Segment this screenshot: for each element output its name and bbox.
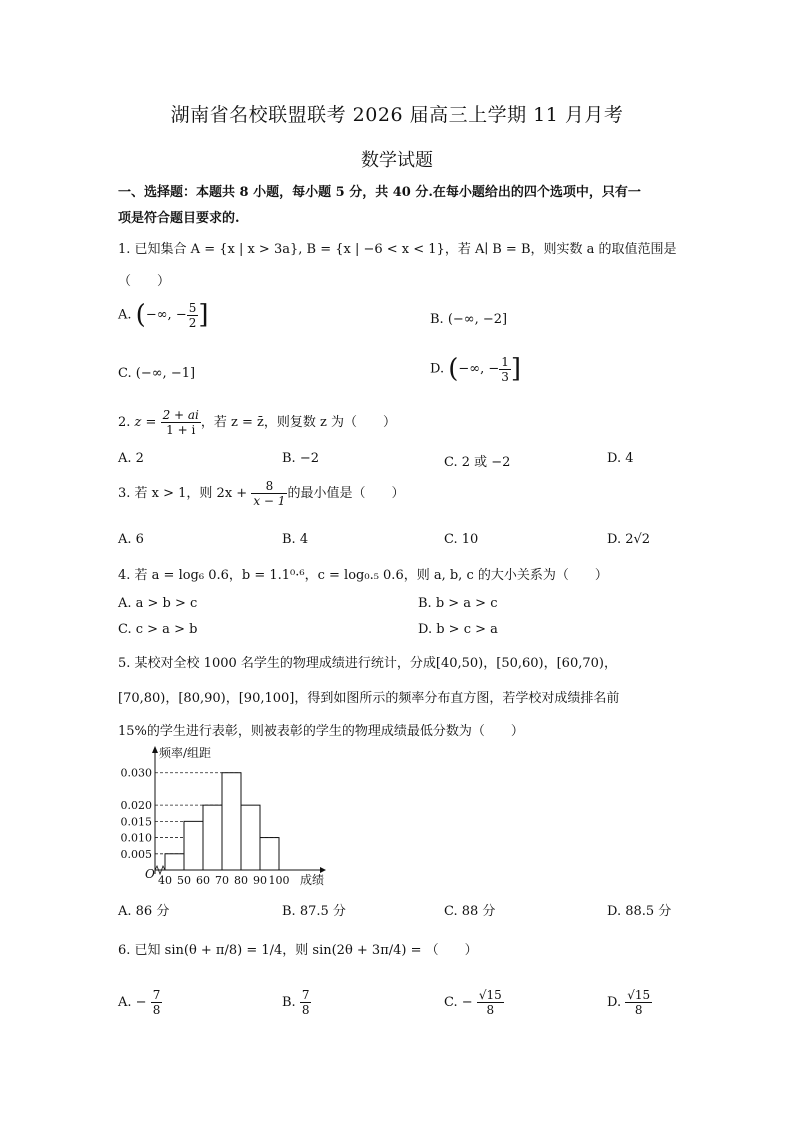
q2-option-d: D. 4 [607, 451, 634, 466]
fraction-numerator: 7 [301, 988, 310, 1002]
histogram-bar [241, 805, 260, 870]
fraction-denominator: x − 1 [253, 494, 286, 508]
fraction-denominator: 8 [634, 1003, 643, 1017]
option-label: C. [118, 366, 132, 381]
x-tick-label: 40 [158, 874, 172, 887]
fraction-denominator: 3 [501, 369, 509, 384]
y-axis-arrow [152, 746, 158, 753]
y-axis-label: 频率/组距 [159, 746, 212, 760]
q3-option-c: C. 10 [444, 532, 479, 547]
option-label: D. [607, 995, 622, 1010]
histogram-bar [184, 821, 203, 870]
y-tick-label: 0.010 [120, 831, 152, 845]
fraction-denominator: 8 [486, 1003, 495, 1017]
q5-option-d: D. 88.5 分 [607, 904, 672, 919]
option-label: D. [430, 361, 445, 377]
q3-stem [118, 479, 404, 508]
q3-option-b: B. 4 [282, 532, 309, 547]
q5-stem-line3: 15%的学生进行表彰，则被表彰的学生的物理成绩最低分数为（ ） [118, 724, 524, 739]
fraction-denominator: 8 [152, 1003, 161, 1017]
math-lhs: z = [134, 415, 157, 430]
option-text: (−∞, −2] [447, 312, 508, 327]
q1-option-d: D. (−∞, − $\frac{1}{3}$ ] [430, 354, 522, 384]
origin-label: O [145, 867, 155, 881]
option-label: C. [444, 995, 458, 1010]
fraction-numerator: √15 [627, 988, 651, 1002]
histogram-bar [260, 838, 279, 870]
q5-option-a: A. 86 分 [118, 904, 170, 919]
fraction-numerator: 2 + ai [162, 408, 199, 422]
q2-option-c: C. 2 或 −2 [444, 455, 511, 470]
q6-option-d [607, 988, 652, 1017]
fraction-denominator: 1 + i [166, 423, 196, 437]
option-label: B. [430, 312, 444, 327]
q1-option-a: A. (−∞, − $\frac{5}{2}$ ] [118, 300, 209, 330]
fraction-numerator: 7 [152, 988, 161, 1002]
frequency-histogram [115, 745, 330, 890]
fraction-denominator: 2 [188, 315, 197, 330]
q6-option-c [444, 988, 504, 1017]
q4-stem: 4. 若 a = log₆ 0.6，b = 1.1⁰·⁶，c = log₀.₅ 0.6，则 a, b, c 的大小关系为（ ） [118, 568, 608, 583]
q1-option-c [118, 366, 195, 381]
q1-option-b [430, 312, 507, 327]
q4-option-a: A. a > b > c [118, 596, 198, 611]
q5-stem-line2: [70,80)，[80,90)，[90,100]，得到如图所示的频率分布直方图，若学校对成绩排名前 [118, 691, 620, 706]
histogram-bar [203, 805, 222, 870]
histogram-bar [165, 854, 184, 870]
option-text: −∞, − [145, 307, 187, 323]
x-tick-label: 60 [196, 874, 210, 887]
y-tick-label: 0.020 [120, 799, 152, 813]
q5-option-b: B. 87.5 分 [282, 904, 346, 919]
question-text-tail: 的最小值是（ ） [287, 486, 405, 501]
q4-option-c: C. c > a > b [118, 622, 198, 637]
q6-option-b [282, 988, 311, 1017]
question-number: 2. [118, 415, 131, 430]
x-tick-label: 80 [234, 874, 248, 887]
fraction-numerator: √15 [478, 988, 502, 1002]
q2-stem [118, 408, 396, 437]
option-text: −∞, − [458, 361, 500, 377]
q2-option-a: A. 2 [118, 451, 144, 466]
page-subtitle: 数学试题 [361, 150, 433, 171]
x-tick-label: 70 [215, 874, 229, 887]
x-tick-label: 100 [268, 874, 290, 887]
q3-option-d: D. 2√2 [607, 532, 651, 547]
q6-stem: 6. 已知 sin(θ + π/8) = 1/4，则 sin(2θ + 3π/4) = （ ） [118, 943, 478, 958]
histogram-bar [222, 773, 241, 870]
q5-stem-line1: 5. 某校对全校 1000 名学生的物理成绩进行统计，分成[40,50)，[50,60)，[60,70)， [118, 656, 617, 671]
fraction-denominator: 8 [301, 1003, 310, 1017]
q1-stem-paren: （ ） [118, 274, 171, 289]
x-tick-label: 50 [177, 874, 191, 887]
question-text: 3. 若 x > 1，则 2x + [118, 486, 248, 501]
q3-option-a: A. 6 [118, 532, 144, 547]
y-tick-label: 0.015 [120, 815, 152, 829]
option-label: A. [118, 307, 132, 323]
x-axis-label: 成绩 [300, 873, 325, 887]
fraction-numerator: 5 [188, 300, 197, 315]
q1-stem: 1. 已知集合 A = {x | x > 3a}, B = {x | −6 < x < 1}，若 A∣ B = B，则实数 a 的取值范围是 [118, 242, 677, 257]
q4-option-d: D. b > c > a [418, 622, 498, 637]
x-tick-label: 90 [253, 874, 267, 887]
q4-option-b: B. b > a > c [418, 596, 498, 611]
q2-option-b: B. −2 [282, 451, 319, 466]
fraction-numerator: 8 [251, 479, 287, 494]
y-tick-label: 0.005 [120, 847, 152, 861]
q6-option-a [118, 988, 162, 1017]
option-sign: − [461, 995, 473, 1010]
y-tick-label: 0.030 [120, 766, 152, 780]
question-text: ，若 z = z̄，则复数 z 为（ ） [200, 415, 396, 430]
option-label: B. [282, 995, 296, 1010]
page-title: 湖南省名校联盟联考 2026 届高三上学期 11 月月考 [170, 104, 624, 126]
q5-option-c: C. 88 分 [444, 904, 496, 919]
option-text: (−∞, −1] [135, 366, 196, 381]
option-label: A. [118, 995, 132, 1010]
section-heading-line1: 一、选择题：本题共 8 小题，每小题 5 分，共 40 分.在每小题给出的四个选项中，只有一 [118, 185, 641, 200]
option-sign: − [135, 995, 147, 1010]
section-heading-line2: 项是符合题目要求的. [118, 211, 240, 226]
fraction-numerator: 1 [501, 354, 509, 369]
